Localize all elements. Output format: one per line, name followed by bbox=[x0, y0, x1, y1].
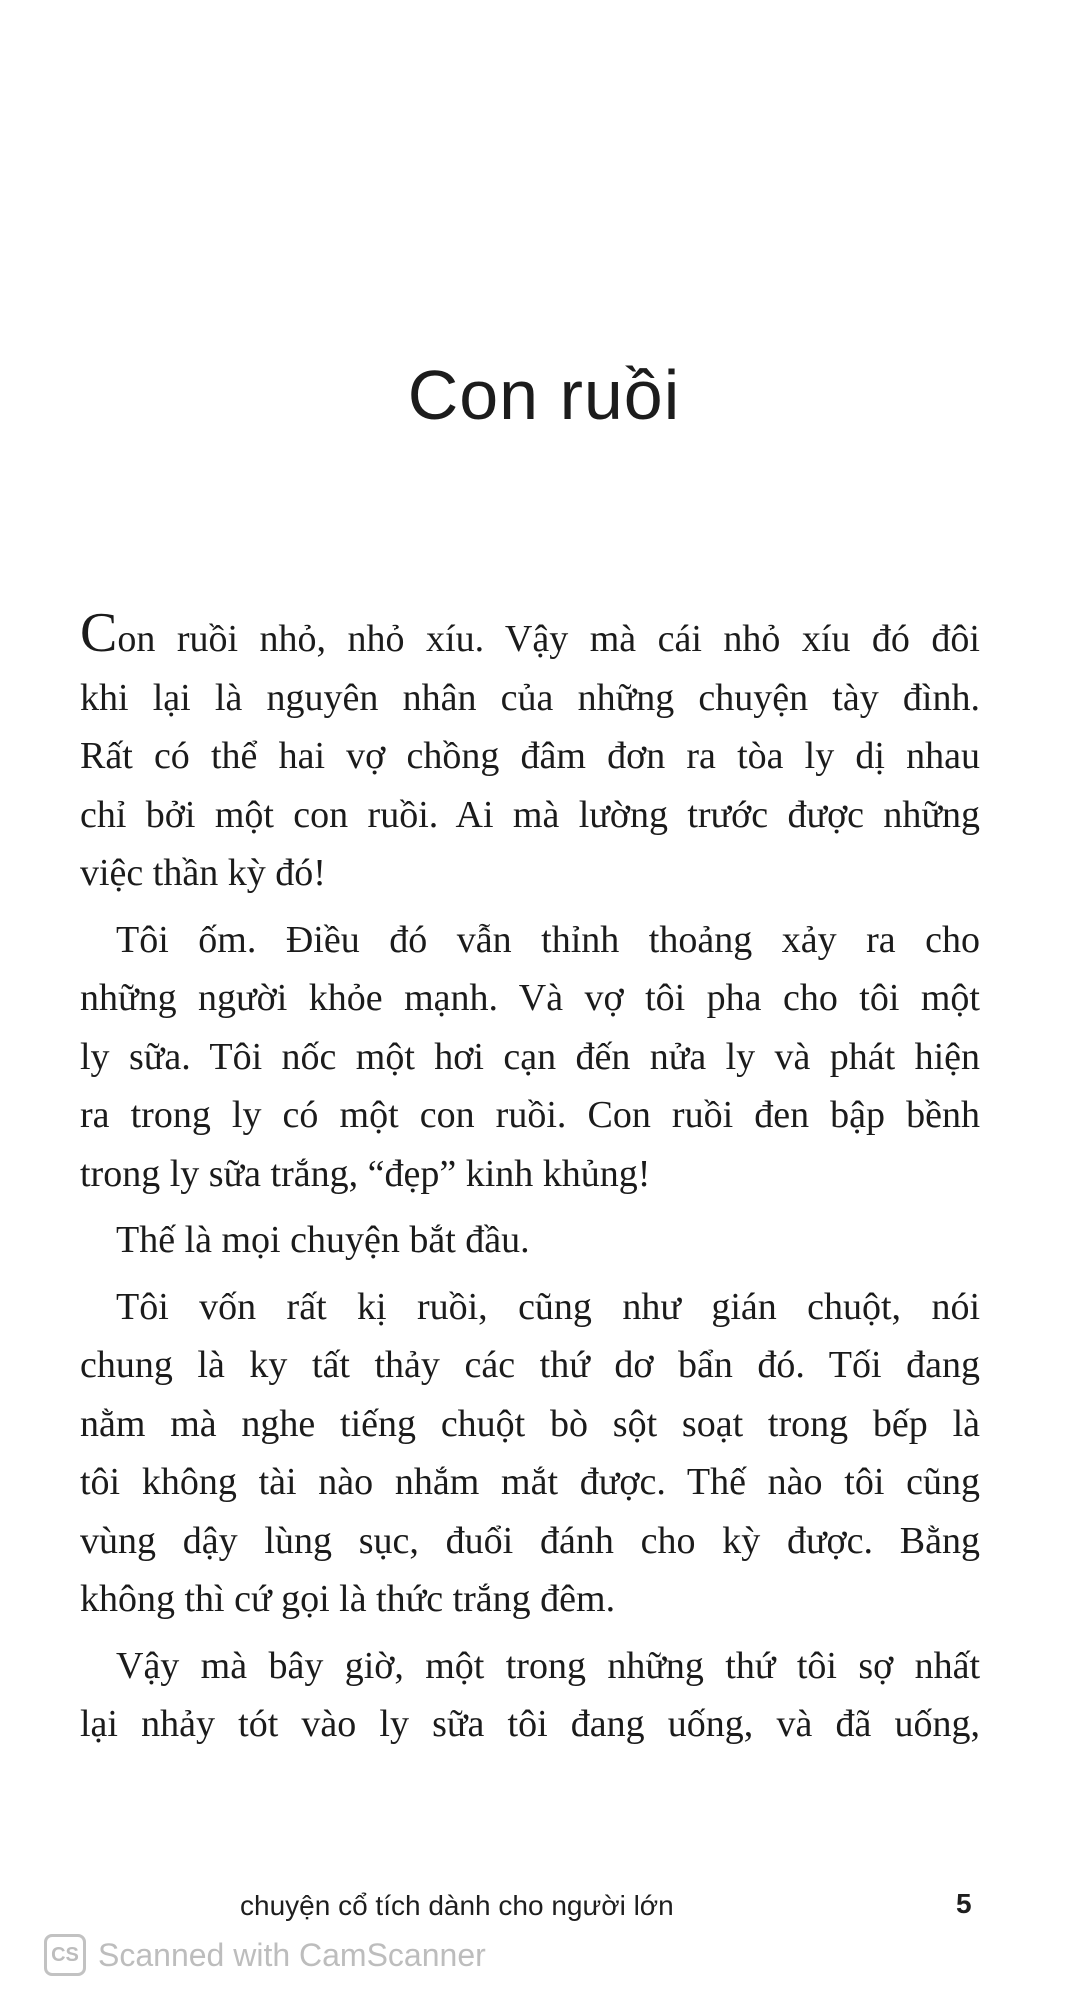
body-text bbox=[80, 602, 980, 1754]
text-line: ly sữa. Tôi nốc một hơi cạn đến nửa ly và phát hiện bbox=[80, 1035, 980, 1078]
text-line: việc thần kỳ đó! bbox=[80, 852, 326, 894]
text-line: khi lại là nguyên nhân của những chuyện tày đình. bbox=[80, 676, 980, 719]
text-line: những người khỏe mạnh. Và vợ tôi pha cho tôi một bbox=[80, 977, 980, 1019]
watermark-text: Scanned with CamScanner bbox=[98, 1936, 486, 1973]
camscanner-logo-icon: CS bbox=[44, 1934, 86, 1976]
text-line: Rất có thể hai vợ chồng đâm đơn ra tòa ly dị nhau bbox=[80, 735, 980, 777]
text-line: Thế là mọi chuyện bắt đầu. bbox=[116, 1219, 530, 1261]
text-line: Tôi ốm. Điều đó vẫn thỉnh thoảng xảy ra cho bbox=[116, 918, 980, 961]
text-line: chung là ky tất thảy các thứ dơ bẩn đó. Tối đang bbox=[80, 1344, 980, 1386]
text-line: Tôi vốn rất kị ruồi, cũng như gián chuột, nói bbox=[116, 1285, 980, 1328]
text-line: vùng dậy lùng sục, đuổi đánh cho kỳ được. Bằng bbox=[80, 1519, 980, 1562]
text-line: ra trong ly có một con ruồi. Con ruồi đen bập bềnh bbox=[80, 1094, 980, 1136]
text-line: trong ly sữa trắng, “đẹp” kinh khủng! bbox=[80, 1152, 651, 1195]
drop-cap: C bbox=[80, 602, 118, 664]
text-line: tôi không tài nào nhắm mắt được. Thế nào tôi cũng bbox=[80, 1461, 980, 1503]
text-line: chỉ bởi một con ruồi. Ai mà lường trước được những bbox=[80, 793, 980, 836]
chapter-title: Con ruồi bbox=[407, 356, 681, 434]
text-line: không thì cứ gọi là thức trắng đêm. bbox=[80, 1578, 616, 1620]
text-line-content: on ruồi nhỏ, nhỏ xíu. Vậy mà cái nhỏ xíu đó đôi bbox=[117, 618, 980, 660]
text-line: Vậy mà bây giờ, một trong những thứ tôi sợ nhất bbox=[116, 1644, 980, 1687]
paragraph-gap bbox=[80, 903, 980, 911]
page-footer bbox=[0, 1890, 1088, 1930]
scanner-watermark bbox=[44, 1932, 486, 1978]
running-footer-title: chuyện cổ tích dành cho người lớn bbox=[240, 1890, 674, 1921]
page-number: 5 bbox=[956, 1888, 972, 1919]
text-line: nằm mà nghe tiếng chuột bò sột soạt trong bếp là bbox=[80, 1402, 980, 1445]
text-line bbox=[80, 602, 980, 669]
paragraph-gap bbox=[80, 1203, 980, 1211]
paragraph-gap bbox=[80, 1270, 980, 1278]
text-line: lại nhảy tót vào ly sữa tôi đang uống, và đã uống, bbox=[80, 1703, 980, 1745]
paragraph-gap bbox=[80, 1629, 980, 1637]
